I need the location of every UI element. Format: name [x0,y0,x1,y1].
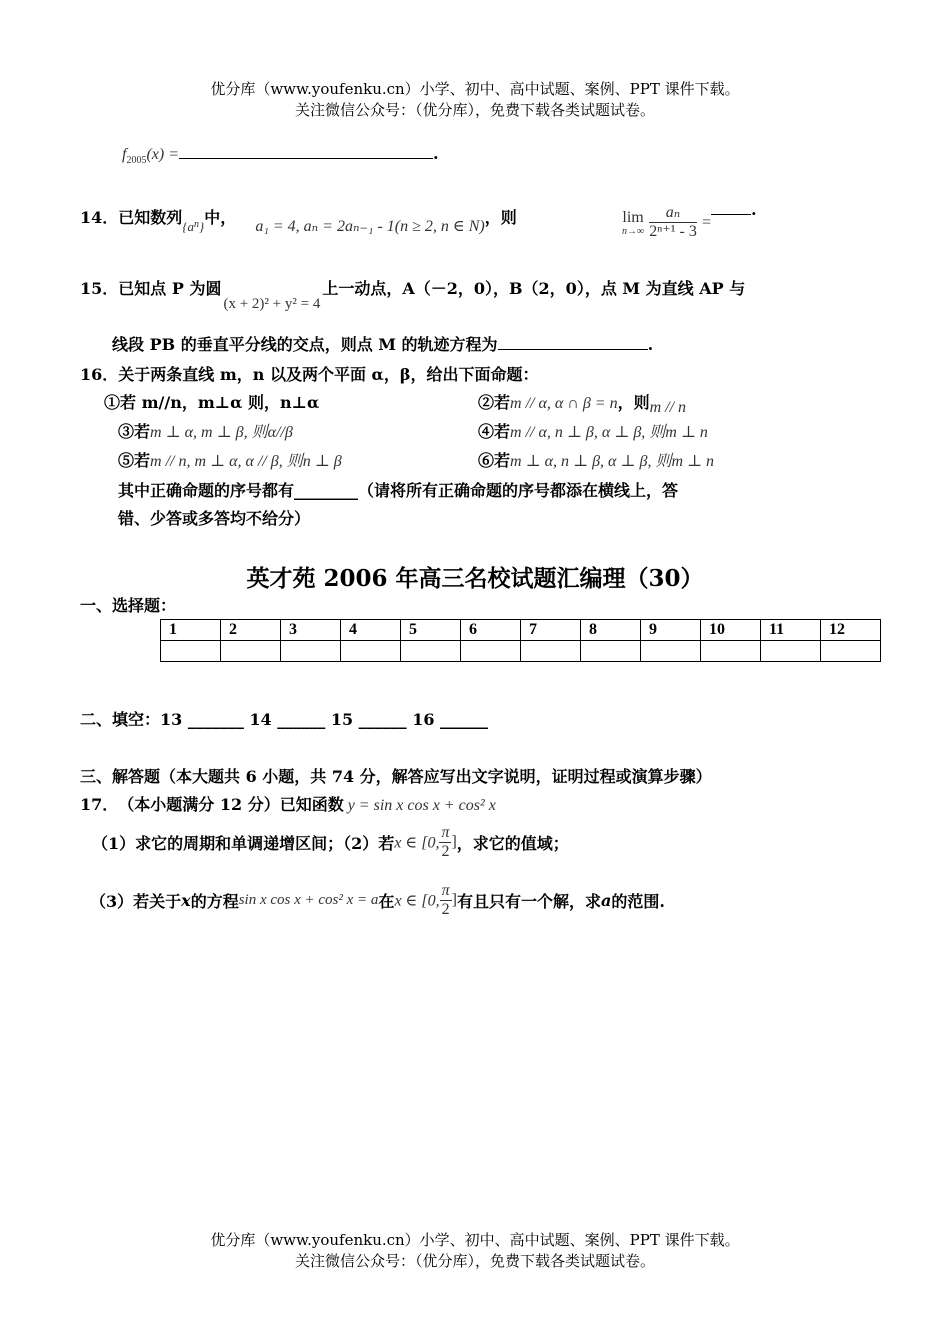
answer-cell-3: 3 [281,620,341,641]
question-17: 17． （本小题满分 12 分）已知函数 y = sin x cos x + cos² x [80,795,496,814]
q16-instruction-2: 错、少答或多答均不给分） [118,509,311,528]
answer-table-blank-row [161,641,881,662]
q16-prop-2: ②若m // α, α ∩ β = n，则m // n [478,393,687,416]
answer-cell-4: 4 [341,620,401,641]
answer-cell-6: 6 [461,620,521,641]
q13-answer-line: $f_{2005}(x)$ = . [122,144,439,166]
q17-part-3: （3）若关于x的方程sin x cos x + cos² x = a在x ∈ [0, $\frac{\pi}{2}$ ]有且只有一个解，求a的范围. [90,882,665,918]
question-15-line-2: 线段 PB 的垂直平分线的交点，则点 M 的轨迹方程为 . [112,335,654,354]
answer-cell-10: 10 [701,620,761,641]
answer-cell-11: 11 [761,620,821,641]
answer-cell-12: 12 [821,620,881,641]
header-line-2: 关注微信公众号：（优分库），免费下载各类试题试卷。 [294,101,655,119]
answer-cell-5: 5 [401,620,461,641]
answer-cell-9: 9 [641,620,701,641]
page-title: 英才苑 2006 年高三名校试题汇编理（30） [246,565,704,592]
q16-prop-1: ①若 m//n，m⊥α 则，n⊥α [104,393,320,412]
section-1-heading: 一、选择题： [80,596,177,615]
question-14: 14．已知数列$_{\{an\}}$中， a₁ = 4, aₙ = 2aₙ₋₁ - 1(n ≥ 2, n ∈ N)，则 [80,208,517,235]
section-2-fill-blanks: 二、填空：13 _______ 14 ______ 15 ______ 16 ______ [80,710,489,729]
q16-prop-4: ④若m // α, n ⊥ β, α ⊥ β, 则m ⊥ n [478,422,708,441]
q14-limit: lim n→∞ $\frac{\text{aₙ}}{\text{2ⁿ⁺¹ - 3}}$ =. [622,200,757,240]
header-line-1: 优分库（www.youfenku.cn）小学、初中、高中试题、案例、PPT 课件下载。 [210,80,740,98]
question-16: 16．关于两条直线 m，n 以及两个平面 α，β，给出下面命题： [80,365,539,384]
footer-line-1: 优分库（www.youfenku.cn）小学、初中、高中试题、案例、PPT 课件下载。 [210,1231,740,1249]
q17-part-1-2: （1）求它的周期和单调递增区间；（2）若x ∈ [0, $\frac{\pi}{2}$ ]，求它的值域； [92,824,569,860]
footer-line-2: 关注微信公众号：（优分库），免费下载各类试题试卷。 [294,1252,655,1270]
answer-table [160,619,881,662]
q16-prop-5: ⑤若m // n, m ⊥ α, α // β, 则n ⊥ β [118,451,342,470]
answer-table-header-row [161,620,881,641]
answer-cell-7: 7 [521,620,581,641]
question-15: 15．已知点 P 为圆(x + 2)² + y² = 4上一动点，A（－2，0），B（2，0），点 M 为直线 AP 与 [80,279,746,312]
answer-cell-2: 2 [221,620,281,641]
answer-cell-1: 1 [161,620,221,641]
answer-cell-8: 8 [581,620,641,641]
q16-instruction-1: 其中正确命题的序号都有________（请将所有正确命题的序号都添在横线上，答 [118,481,679,500]
section-3-heading: 三、解答题（本大题共 6 小题，共 74 分，解答应写出文字说明，证明过程或演算步骤） [80,767,712,786]
q16-prop-6: ⑥若m ⊥ α, n ⊥ β, α ⊥ β, 则m ⊥ n [478,451,715,470]
q16-prop-3: ③若m ⊥ α, m ⊥ β, 则α//β [118,422,293,441]
